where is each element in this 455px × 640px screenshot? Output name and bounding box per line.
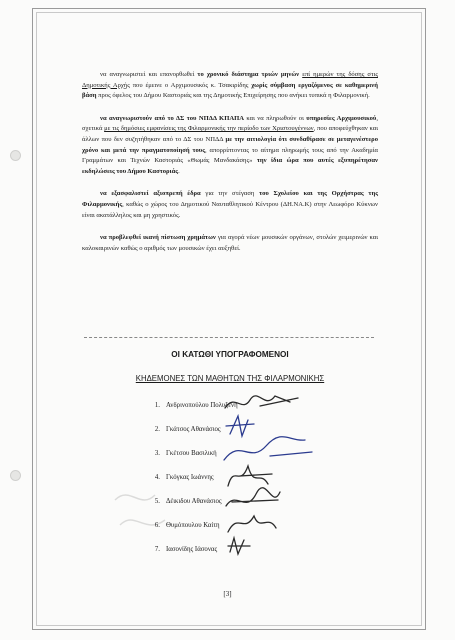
signer-number: 5. (154, 498, 160, 505)
signature-stroke (228, 466, 272, 486)
punch-hole (10, 470, 21, 481)
paragraph (82, 233, 378, 254)
paragraph (82, 114, 378, 178)
text-run: προς όφελος του Δήμου Καστοριάς και της Δημοτικής Επιχείρησης που ανήκει τυπικά η Φιλαρμονική. (96, 92, 370, 100)
punch-hole (10, 150, 21, 161)
text-run: να αναγνωριστεί και επανορθωθεί (100, 71, 198, 78)
text-run: και να πληρωθούν οι (243, 114, 307, 122)
bold-text: του Σχολείου και της Ορχήστρας της Φιλαρμονικής (82, 190, 378, 208)
bold-text: την ίδια ώρα που αυτές εξυπηρέτησαν εκδηλώσεις του Δήμου Καστοριάς (82, 157, 378, 175)
separator-rule (84, 337, 374, 338)
bold-text: το χρονικό διάστημα τριών μηνών (197, 71, 300, 78)
text-run: για την στέγαση (200, 190, 260, 198)
signatures-heading: ΟΙ ΚΑΤΩΘΙ ΥΠΟΓΡΑΦΟΜΕΝΟΙ (171, 350, 289, 359)
signer-name: Θυμόπουλου Καίτη (166, 522, 220, 529)
text-run: για αγορά νέων μουσικών οργάνων, στολών χειμερινών και καλοκαιρινών καθώς ο αριθμός των μουσικών έχει αυξηθεί. (82, 234, 379, 252)
signer-name: Γκέτσου Βασιλική (166, 450, 217, 457)
signature-stroke (224, 437, 312, 460)
signer-number: 2. (154, 426, 160, 433)
bold-text: υπηρεσίες Αρχιμουσικού (306, 114, 377, 122)
text-run: . (178, 167, 180, 175)
text-run: , καθώς ο χώρος του Δημοτικού Ναυταθλητικού Κέντρου (ΔΗ.ΝΑ.Κ) στην Λεωφόρο Κύκνων είναι ακατάλληλος και μη χρηστικός. (82, 200, 378, 219)
paragraph (82, 189, 378, 221)
text-run: , που αποφεύχθηκαν και άλλων που δεν συζητήθηκαν από το ΔΣ του ΝΠΔΔ (82, 125, 378, 143)
signer-name: Ανδρινοπούλου Πολυξένη (166, 402, 238, 409)
signatures-subheading-text: ΚΗΔΕΜΟΝΕΣ ΤΩΝ ΜΑΘΗΤΩΝ ΤΗΣ ΦΙΛΑΡΜΟΝΙΚΗΣ (135, 374, 325, 383)
body-text (82, 70, 378, 266)
text-run: , σχετικά (82, 114, 378, 133)
text-run: που έμεινε ο Αρχιμουσικός κ. Τσακιρίδης (129, 81, 252, 89)
underlined-text: με τις δημόσιες εμφανίσεις της Φιλαρμονικής την περίοδο των Χριστουγέννων (104, 125, 314, 133)
underlined-text: επί ημερών της δόσης στις Δημοτικής Αρχής (82, 71, 378, 89)
signature-stroke (225, 396, 298, 408)
signer-name: Ιασονίδης Ιάσονας (166, 546, 218, 553)
signer-number: 6. (154, 522, 160, 529)
signer-number: 3. (154, 450, 160, 457)
bold-text: με την αιτιολογία ότι συνδαθίρασε σε μεταγενέστερο χρόνο και μετά την πραγματοποίησή τους (82, 135, 378, 154)
signer-number: 1. (154, 402, 160, 409)
signatures-subheading (80, 374, 380, 383)
signer-row (150, 544, 380, 568)
bold-text: χωρίς σύμβαση εργαζόμενος σε καθημερινή βάση (82, 81, 378, 100)
signer-number: 4. (154, 474, 160, 481)
handwritten-signature (220, 532, 320, 564)
page-number: [3] (223, 590, 232, 598)
signer-name: Γκάτσος Αθανάσιος (166, 426, 221, 433)
signature-stroke (226, 416, 254, 436)
signer-list (150, 400, 380, 568)
signer-name: Γκόγκας Ιωάννης (166, 474, 214, 481)
bold-text: να αναγνωριστούν από το ΔΣ του ΝΠΔΔ ΚΠΑΠΑ (100, 114, 244, 122)
signature-stroke (228, 516, 276, 532)
signature-stroke (228, 538, 250, 554)
signature-stroke (226, 488, 280, 506)
paragraph (82, 70, 378, 102)
signer-name: Δέικιδου Αθανάσιος (166, 498, 222, 505)
bold-text: να προβλεφθεί ικανή πίστωση χρημάτων (100, 234, 216, 242)
bleed-through-signature (110, 480, 170, 550)
bold-text: να εξασφαλιστεί αξιοπρεπή έδρα (100, 190, 201, 198)
text-run: , απορρίπτοντας το αίτημα πληρωμής τους από την Ακαδημία Γραμμάτων και Τεχνών Καστοριάς «Θωμάς Μανδακάσης» (82, 146, 378, 165)
signer-number: 7. (154, 546, 160, 553)
